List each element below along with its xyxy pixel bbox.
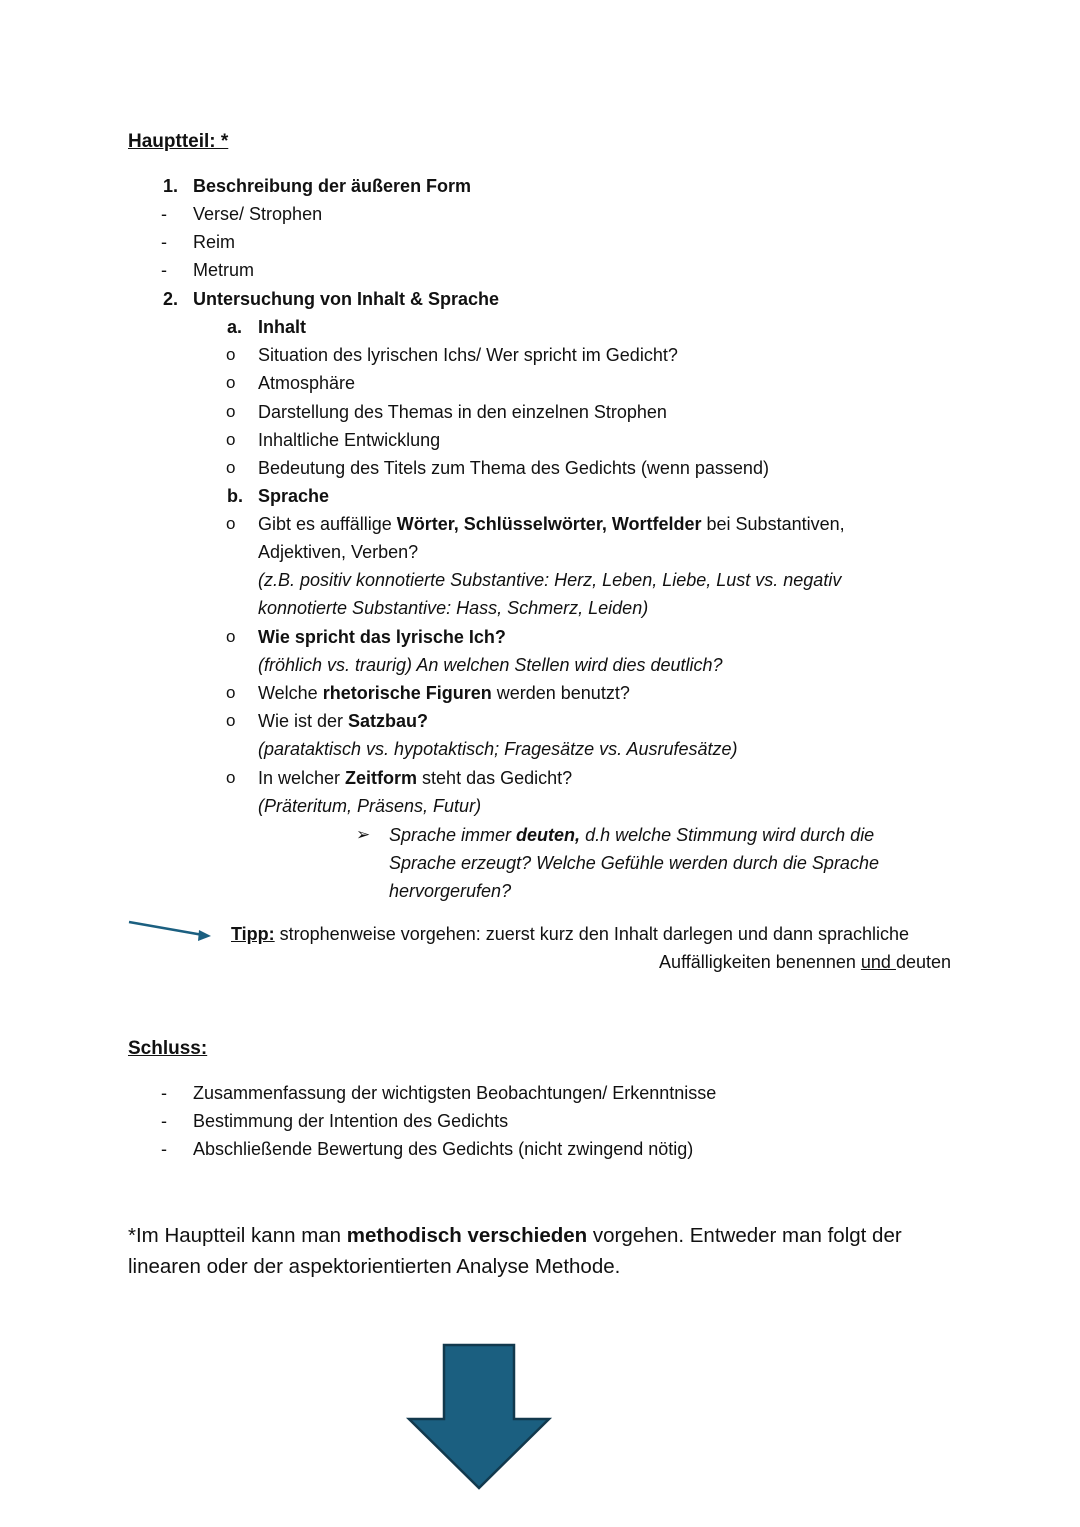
text-run: werden benutzt?: [491, 683, 630, 703]
interpret-note-line2: Sprache erzeugt? Welche Gefühle werden durch die Sprache: [389, 853, 879, 873]
list-item: Metrum: [193, 260, 255, 280]
bold-run: methodisch verschieden: [346, 1224, 588, 1247]
item1-title: Beschreibung der äußeren Form: [193, 176, 472, 196]
bold-run: Zeitform: [345, 768, 418, 788]
circle-bullet: o: [226, 514, 236, 533]
sub-letter-b: b.: [227, 486, 243, 506]
list-item: Reim: [193, 232, 236, 252]
circle-bullet: o: [226, 627, 236, 646]
example-line: (fröhlich vs. traurig) An welchen Stellen wird dies deutlich?: [258, 655, 723, 675]
arrow-bullet-icon: ➢: [356, 825, 371, 844]
footnote-line2: linearen oder der aspektorientierten Analyse Methode.: [128, 1255, 621, 1278]
bold-run: Satzbau?: [348, 711, 429, 731]
text-run: vorgehen. Entweder man folgt der: [587, 1224, 902, 1247]
list-item: Abschließende Bewertung des Gedichts (nicht zwingend nötig): [193, 1139, 694, 1159]
list-item: Bedeutung des Titels zum Thema des Gedichts (wenn passend): [258, 458, 769, 478]
example-line: (Präteritum, Präsens, Futur): [258, 796, 482, 816]
circle-bullet: o: [226, 711, 236, 730]
circle-bullet: o: [226, 373, 236, 392]
circle-bullet: o: [226, 402, 236, 421]
list-item: Atmosphäre: [258, 373, 356, 393]
list-item: Situation des lyrischen Ichs/ Wer spricht im Gedicht?: [258, 345, 678, 365]
list-item: Inhaltliche Entwicklung: [258, 430, 441, 450]
text-run: bei Substantiven,: [701, 514, 845, 534]
text-run: *Im Hauptteil kann man: [128, 1224, 347, 1247]
item2-title: Untersuchung von Inhalt & Sprache: [193, 289, 500, 309]
interpret-note-line3: hervorgerufen?: [389, 881, 512, 901]
sub-letter-a: a.: [227, 317, 243, 337]
circle-bullet: o: [226, 458, 236, 477]
dash-marker: -: [161, 232, 167, 252]
sprache-point-2: Wie spricht das lyrische Ich?: [258, 627, 506, 647]
heading-hauptteil: Hauptteil: *: [128, 131, 229, 152]
text-run: Auffälligkeiten benennen: [659, 952, 861, 972]
sub-b-title: Sprache: [258, 486, 330, 506]
text-run: Sprache immer: [389, 825, 517, 845]
dash-marker: -: [161, 204, 167, 224]
sprache-point-1-line2: Adjektiven, Verben?: [258, 542, 419, 562]
text-run: steht das Gedicht?: [417, 768, 573, 788]
text-run: Welche: [258, 683, 323, 703]
text-run: d.h welche Stimmung wird durch die: [580, 825, 875, 845]
list-item: Verse/ Strophen: [193, 204, 323, 224]
list-item: Zusammenfassung der wichtigsten Beobachtungen/ Erkenntnisse: [193, 1083, 717, 1103]
example-line: (z.B. positiv konnotierte Substantive: Herz, Leben, Liebe, Lust vs. negativ: [258, 570, 842, 590]
circle-bullet: o: [226, 768, 236, 787]
bold-run: rhetorische Figuren: [322, 683, 492, 703]
circle-bullet: o: [226, 345, 236, 364]
dash-marker: -: [161, 1083, 167, 1103]
bold-run: deuten,: [516, 825, 581, 845]
example-line: konnotierte Substantive: Hass, Schmerz, Leiden): [258, 598, 649, 618]
text-run: In welcher: [258, 768, 346, 788]
list-item: Bestimmung der Intention des Gedichts: [193, 1111, 509, 1131]
dash-marker: -: [161, 1111, 167, 1131]
dash-marker: -: [161, 1139, 167, 1159]
example-line: (parataktisch vs. hypotaktisch; Fragesätze vs. Ausrufesätze): [258, 739, 738, 759]
list-item: Darstellung des Themas in den einzelnen Strophen: [258, 402, 667, 422]
bold-run: Wörter, Schlüsselwörter, Wortfelder: [396, 514, 702, 534]
text-run: Wie ist der: [258, 711, 349, 731]
text-run: strophenweise vorgehen: zuerst kurz den Inhalt darlegen und dann sprachliche: [274, 924, 910, 944]
text-run: Gibt es auffällige: [258, 514, 397, 534]
list-number-2: 2.: [162, 289, 178, 309]
circle-bullet: o: [226, 430, 236, 449]
underlined-run: und: [860, 952, 896, 972]
text-run: deuten: [895, 952, 951, 972]
circle-bullet: o: [226, 683, 236, 702]
sub-a-title: Inhalt: [258, 317, 306, 337]
list-number-1: 1.: [162, 176, 178, 196]
tip-label: Tipp:: [231, 924, 275, 944]
heading-schluss: Schluss:: [128, 1038, 208, 1059]
dash-marker: -: [161, 260, 167, 280]
